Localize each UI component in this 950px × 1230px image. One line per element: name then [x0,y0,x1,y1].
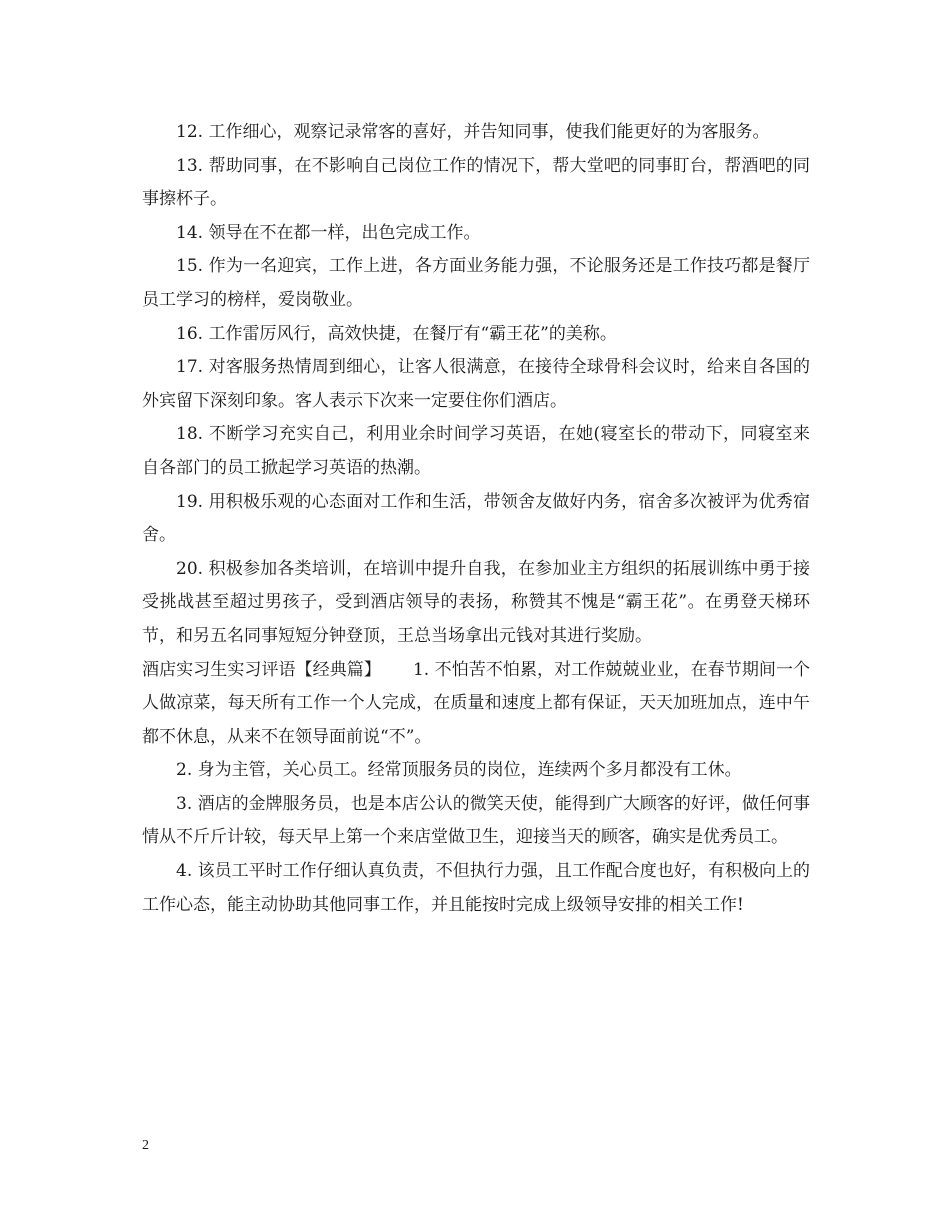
paragraph-item-17: 17. 对客服务热情周到细心，让客人很满意，在接待全球骨科会议时，给来自各国的外宾留下深刻印象。客人表示下次来一定要住你们酒店。 [142,357,810,411]
paragraph-item-2: 2. 身为主管，关心员工。经常顶服务员的岗位，连续两个多月都没有工休。 [176,760,742,781]
section-paragraph [142,654,810,755]
section-first-item: 1. 不怕苦不怕累，对工作兢兢业业，在春节期间一个人做凉菜，每天所有工作一个人完成，在质量和速度上都有保证，天天加班加点，连中午都不休息，从来不在领导面前说“不”。 [142,659,811,747]
paragraph-item-19: 19. 用积极乐观的心态面对工作和生活，带领舍友做好内务，宿舍多次被评为优秀宿舍。 [142,491,810,546]
paragraph-item-3: 3. 酒店的金牌服务员，也是本店公认的微笑天使，能得到广大顾客的好评，做任何事情从不斤斤计较，每天早上第一个来店堂做卫生，迎接当天的顾客，确实是优秀员工。 [142,793,810,848]
paragraph-item-14: 14. 领导在不在都一样，出色完成工作。 [176,222,481,243]
paragraph-item-13: 13. 帮助同事，在不影响自己岗位工作的情况下，帮大堂吧的同事盯台，帮酒吧的同事擦杯子。 [142,155,810,210]
document-body [142,116,810,922]
paragraph-item-20: 20. 积极参加各类培训，在培训中提升自我，在参加业主方组织的拓展训练中勇于接受挑战甚至超过男孩子，受到酒店领导的表扬，称赞其不愧是“霸王花”。在勇登天梯环节，和另五名同事短短分钟登顶，王总当场拿出元钱对其进行奖励。 [142,558,810,646]
paragraph-item-4: 4. 该员工平时工作仔细认真负责，不但执行力强，且工作配合度也好，有积极向上的工作心态，能主动协助其他同事工作，并且能按时完成上级领导安排的相关工作! [142,861,810,915]
section-heading: 酒店实习生实习评语【经典篇】 [142,659,381,680]
paragraph-item-15: 15. 作为一名迎宾，工作上进，各方面业务能力强，不论服务还是工作技巧都是餐厅员工学习的榜样，爱岗敬业。 [142,256,810,310]
paragraph-item-18: 18. 不断学习充实自己，利用业余时间学习英语，在她(寝室长的带动下，同寝室来自各部门的员工掀起学习英语的热潮。 [142,424,810,478]
page-number: 2 [142,1138,149,1153]
paragraph-item-16: 16. 工作雷厉风行，高效快捷，在餐厅有“霸王花”的美称。 [176,323,617,344]
paragraph-item-12: 12. 工作细心，观察记录常客的喜好，并告知同事，使我们能更好的为客服务。 [176,122,770,142]
